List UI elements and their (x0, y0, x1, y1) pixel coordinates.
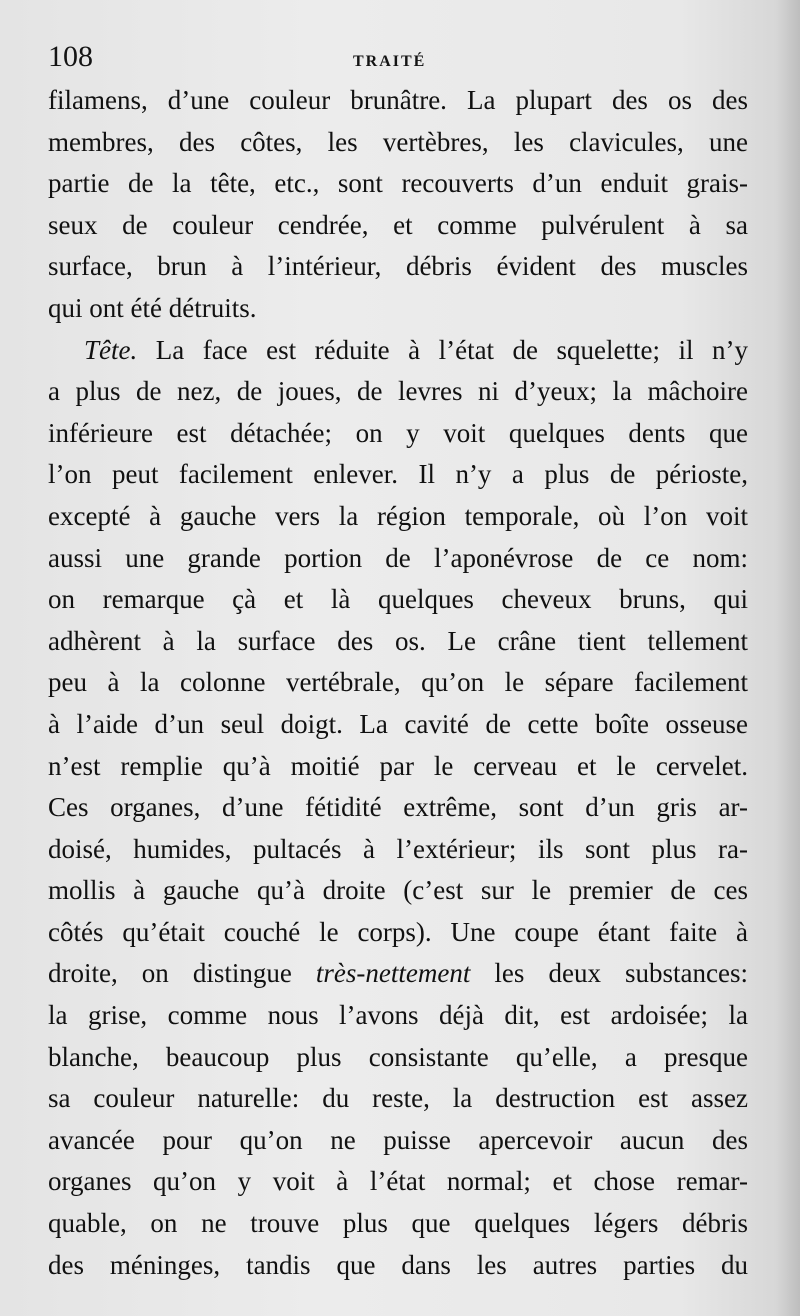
text-line: blanche, beaucoup plus consistante qu’elle, a presque (48, 1041, 748, 1072)
page-header (48, 40, 748, 80)
text-line: n’est remplie qu’à moitié par le cerveau et le cervelet. (48, 750, 748, 781)
running-head: TRAITÉ (353, 53, 427, 70)
text-line: aussi une grande portion de l’aponévrose de ce nom: (48, 542, 748, 573)
text-line: la grise, comme nous l’avons déjà dit, est ardoisée; la (48, 1000, 748, 1031)
text-line: avancée pour qu’on ne puisse apercevoir aucun des (48, 1124, 748, 1155)
text-line: des méninges, tandis que dans les autres parties du (48, 1249, 748, 1280)
text-line: a plus de nez, de joues, de levres ni d’yeux; la mâchoire (48, 376, 748, 407)
page-number: 108 (48, 40, 93, 73)
emphasis-text: très-nettement (315, 958, 471, 989)
text-fragment: La face est réduite à l’état de squelette; il n’y (155, 334, 749, 365)
text-line: seux de couleur cendrée, et comme pulvérulent à sa (48, 209, 748, 240)
text-line: organes qu’on y voit à l’état normal; et chose remar- (48, 1166, 748, 1197)
text-line: qui ont été détruits. (48, 292, 257, 323)
text-line: membres, des côtes, les vertèbres, les clavicules, une (48, 126, 748, 157)
text-line: quable, on ne trouve plus que quelques légers débris (48, 1208, 748, 1239)
body-text (48, 80, 748, 1286)
text-line: sa couleur naturelle: du reste, la destruction est assez (48, 1083, 748, 1114)
text-line: mollis à gauche qu’à droite (c’est sur le premier de ces (48, 875, 748, 906)
text-line: à l’aide d’un seul doigt. La cavité de cette boîte osseuse (48, 708, 748, 739)
section-label-tete: Tête. (84, 334, 138, 365)
text-fragment: les deux substances: (494, 958, 748, 989)
text-line (48, 330, 748, 372)
text-line: on remarque çà et là quelques cheveux bruns, qui (48, 584, 748, 615)
text-line: Ces organes, d’une fétidité extrême, sont d’un gris ar- (48, 792, 748, 823)
text-line (48, 953, 748, 995)
text-line: peu à la colonne vertébrale, qu’on le sépare facilement (48, 667, 748, 698)
text-line: surface, brun à l’intérieur, débris évident des muscles (48, 251, 748, 282)
text-line: l’on peut facilement enlever. Il n’y a plus de périoste, (48, 459, 748, 490)
text-line: adhèrent à la surface des os. Le crâne tient tellement (48, 625, 748, 656)
text-line: côtés qu’était couché le corps). Une coupe étant faite à (48, 916, 748, 947)
text-line: partie de la tête, etc., sont recouverts d’un enduit grais- (48, 168, 748, 199)
text-line: filamens, d’une couleur brunâtre. La plupart des os des (48, 85, 748, 115)
text-line: doisé, humides, pultacés à l’extérieur; ils sont plus ra- (48, 833, 748, 864)
text-line: inférieure est détachée; on y voit quelques dents que (48, 417, 748, 448)
text-line: excepté à gauche vers la région temporale, où l’on voit (48, 500, 748, 531)
text-fragment: droite, on distingue (48, 958, 292, 989)
